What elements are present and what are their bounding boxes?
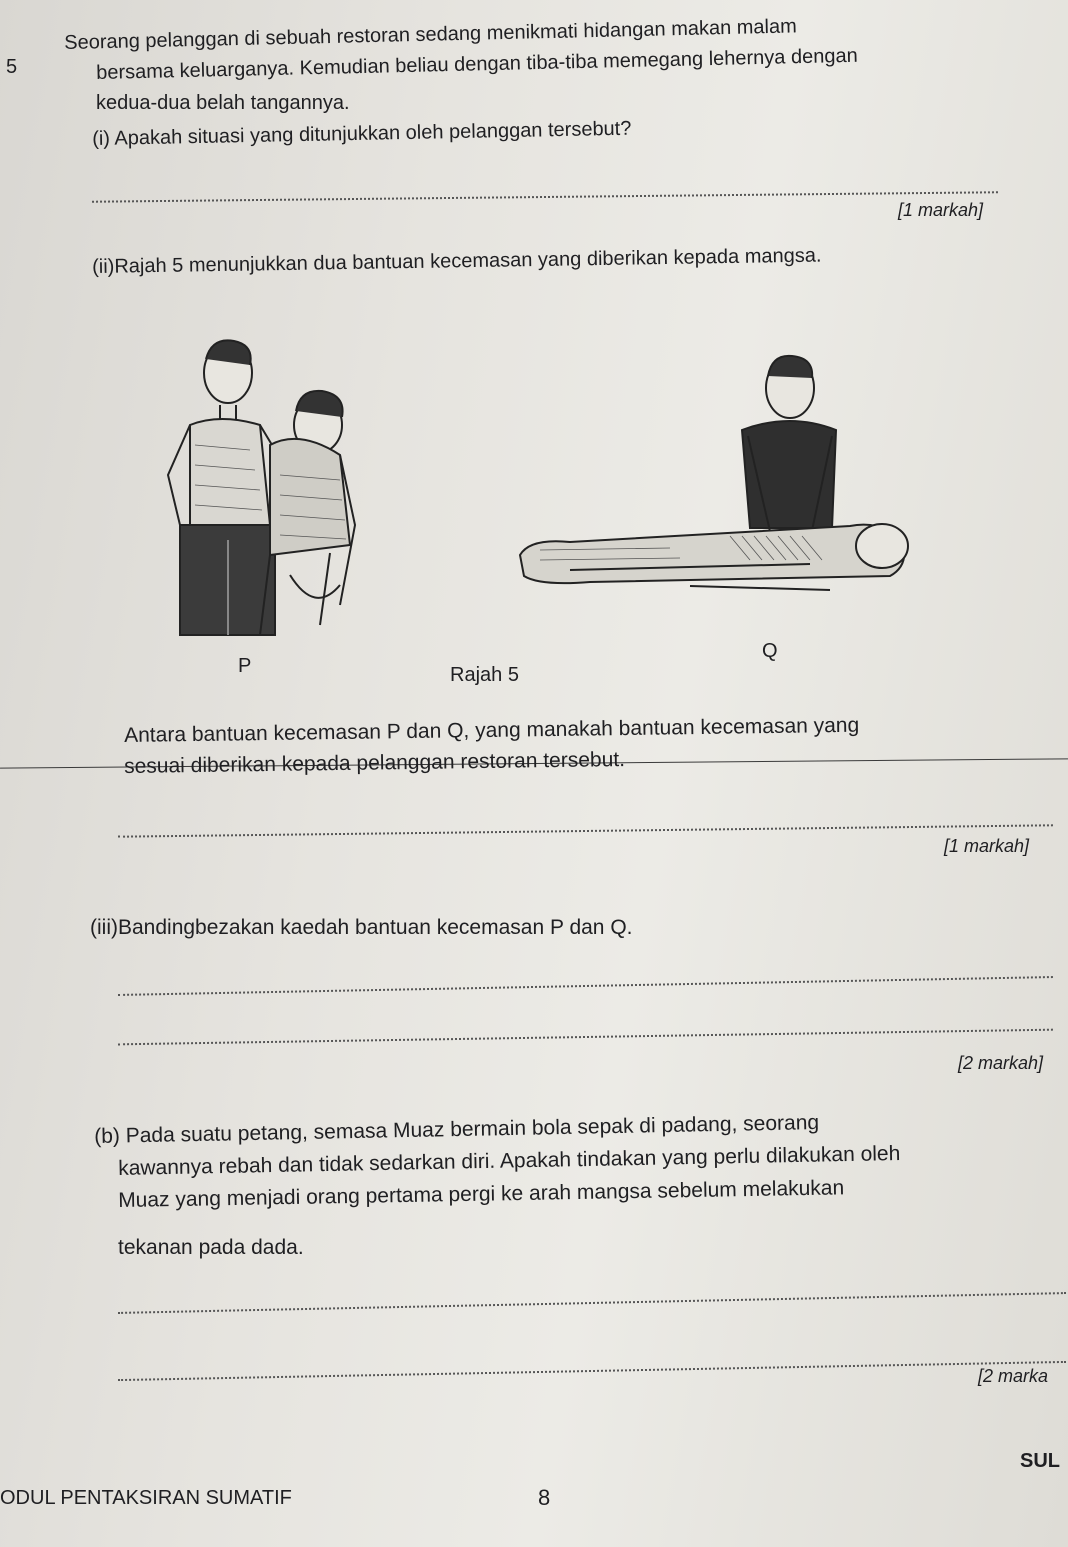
figure-p-heimlich-illustration (150, 325, 380, 645)
corner-label: SUL (1020, 1450, 1060, 1472)
marks-ii: [1 markah] (944, 836, 1030, 856)
answer-line-ii[interactable] (118, 824, 1053, 837)
answer-line-iii-2[interactable] (118, 1029, 1053, 1046)
answer-line-b-2[interactable] (118, 1361, 1066, 1381)
part-b-line-3: Muaz yang menjadi orang pertama pergi ke arah mangsa sebelum melakukan (118, 1176, 845, 1212)
part-a-line-3: kedua-dua belah tangannya. (96, 92, 350, 114)
figure-label-p: P (238, 655, 252, 677)
answer-line-i[interactable] (92, 191, 998, 202)
part-b-line-4: tekanan pada dada. (118, 1236, 304, 1259)
marks-i: [1 markah] (898, 200, 984, 220)
part-b-line-2: kawannya rebah dan tidak sedarkan diri. Apakah tindakan yang perlu dilakukan oleh (118, 1141, 901, 1180)
part-a-line-2: bersama keluarganya. Kemudian beliau dengan tiba-tiba memegang lehernya dengan (96, 44, 858, 84)
figure-label-q: Q (762, 640, 778, 662)
part-b-line-1: (b) Pada suatu petang, semasa Muaz bermain bola sepak di padang, seorang (94, 1111, 820, 1148)
figure-caption: Rajah 5 (450, 664, 519, 686)
sub-question-ii: (ii)Rajah 5 menunjukkan dua bantuan kecemasan yang diberikan kepada mangsa. (92, 244, 822, 278)
sub-question-i: (i) Apakah situasi yang ditunjukkan oleh pelanggan tersebut? (92, 117, 632, 150)
marks-iii: [2 markah] (958, 1053, 1044, 1073)
sub-question-ii-line-2: sesuai diberikan kepada pelanggan restoran tersebut. (124, 748, 626, 778)
sub-question-iii: (iii)Bandingbezakan kaedah bantuan kecemasan P dan Q. (90, 916, 633, 939)
answer-line-iii-1[interactable] (118, 976, 1053, 996)
marks-b: [2 marka (978, 1366, 1049, 1386)
question-number: 5 (6, 56, 18, 78)
part-a-line-1: Seorang pelanggan di sebuah restoran sedang menikmati hidangan makan malam (64, 15, 798, 54)
answer-line-b-1[interactable] (118, 1292, 1066, 1314)
page-number: 8 (538, 1485, 551, 1510)
figure-q-cpr-illustration (510, 350, 920, 610)
footer-module: ODUL PENTAKSIRAN SUMATIF (0, 1487, 292, 1509)
sub-question-ii-line-1: Antara bantuan kecemasan P dan Q, yang manakah bantuan kecemasan yang (124, 713, 860, 747)
